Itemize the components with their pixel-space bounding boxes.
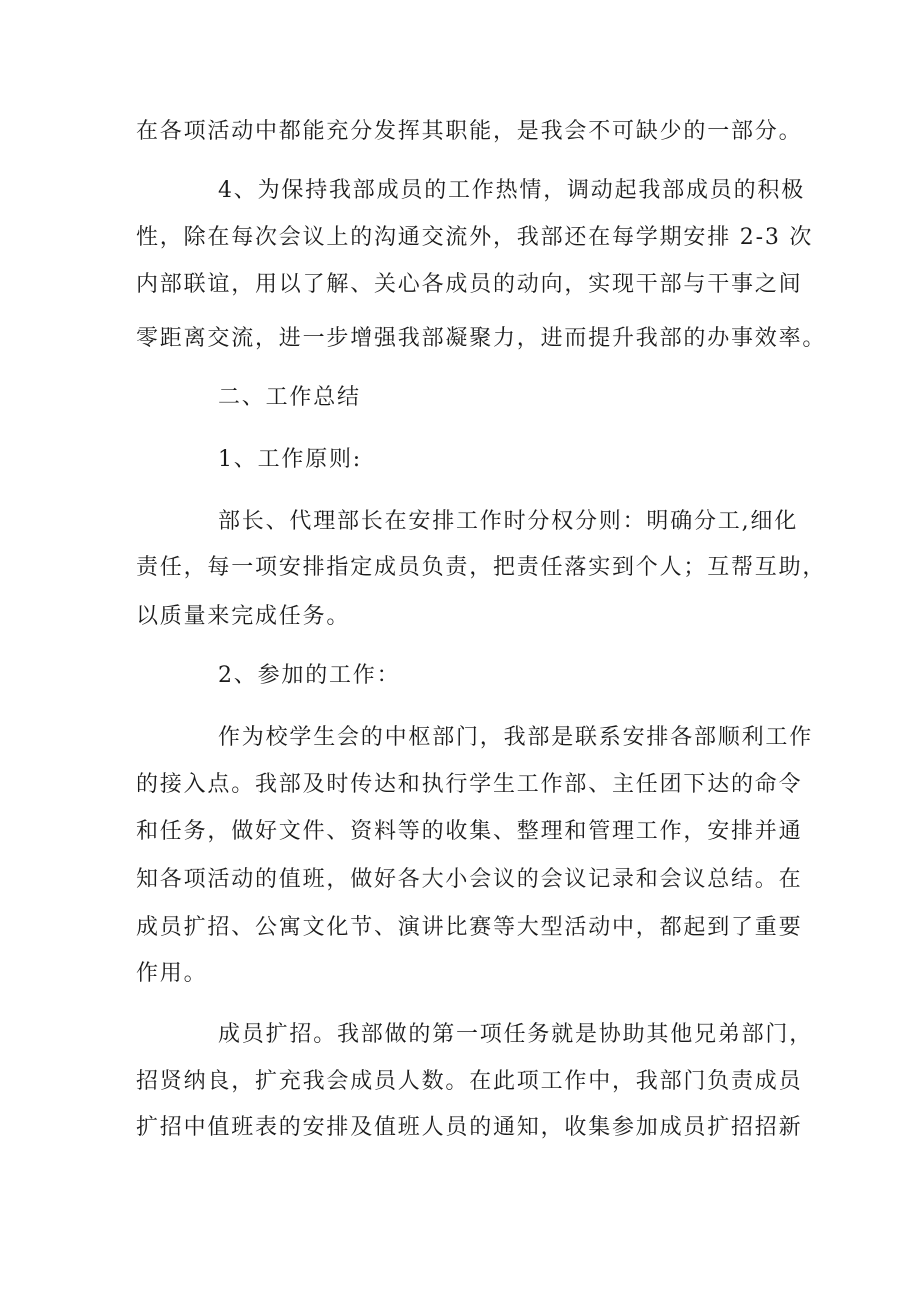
paragraph-line: 和任务，做好文件、资料等的收集、整理和管理工作，安排并通 [136,819,803,844]
subsection-heading: 1、工作原则: [218,447,363,472]
paragraph-line: 部长、代理部长在安排工作时分权分则：明确分工,细化 [218,509,798,534]
paragraph-line: 责任，每一项安排指定成员负责，把责任落实到个人；互帮互助， [136,555,827,580]
section-heading: 二、工作总结 [218,385,361,410]
paragraph-line: 在各项活动中都能充分发挥其职能，是我会不可缺少的一部分。 [136,119,803,144]
paragraph-line: 零距离交流，进一步增强我部凝聚力，进而提升我部的办事效率。 [136,326,827,351]
paragraph-line: 成员扩招、公寓文化节、演讲比赛等大型活动中，都起到了重要 [136,915,803,940]
subsection-heading: 2、参加的工作： [218,663,401,688]
paragraph-line: 成员扩招。我部做的第一项任务就是协助其他兄弟部门， [218,1022,814,1047]
paragraph-line: 扩招中值班表的安排及值班人员的通知，收集参加成员扩招招新 [136,1115,803,1140]
paragraph-line: 的接入点。我部及时传达和执行学生工作部、主任团下达的命令 [136,772,803,797]
paragraph-line: 4、为保持我部成员的工作热情，调动起我部成员的积极 [218,178,805,203]
paragraph-line: 内部联谊，用以了解、关心各成员的动向，实现干部与干事之间 [136,272,803,297]
paragraph-line: 作为校学生会的中枢部门，我部是联系安排各部顺利工作 [218,725,814,750]
paragraph-line: 作用。 [136,961,208,986]
paragraph-line: 性，除在每次会议上的沟通交流外，我部还在每学期安排 2-3 次 [136,225,814,250]
paragraph-line: 以质量来完成任务。 [136,604,351,629]
paragraph-line: 招贤纳良，扩充我会成员人数。在此项工作中，我部门负责成员 [136,1069,803,1094]
paragraph-line: 知各项活动的值班，做好各大小会议的会议记录和会议总结。在 [136,867,803,892]
